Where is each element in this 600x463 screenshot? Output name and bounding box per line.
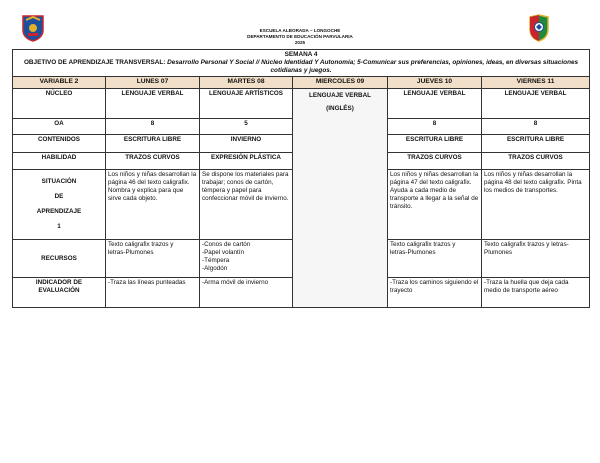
objective-text: Desarrollo Personal Y Social // Núcleo Identidad Y Autonomía; 5-Comunicar sus preferencias, opiniones, ideas, en diversas situaciones cotidianas y juegos. bbox=[165, 59, 579, 74]
situacion-lunes: Los niños y niñas desarrollan la página 46 del texto caligrafix. Nombra y explica para que sirve cada objeto. bbox=[106, 170, 200, 240]
column-header-lunes: LUNES 07 bbox=[106, 77, 200, 89]
department-shield-logo bbox=[528, 14, 550, 42]
week-title-cell bbox=[13, 50, 590, 77]
recursos-jueves-line-1: Texto caligrafix trazos y bbox=[390, 241, 456, 248]
objective-label: OBJETIVO DE APRENDIZAJE TRANSVERSAL: bbox=[23, 59, 166, 66]
recursos-martes-line-4: -Algodón bbox=[202, 265, 228, 272]
situacion-label-line-4: 1 bbox=[57, 223, 61, 230]
indicador-viernes: -Traza la huella que deja cada medio de transporte aéreo bbox=[482, 278, 590, 308]
situacion-jueves: Los niños y niñas desarrollan la página 47 del texto caligrafix. Ayuda a cada medio de transporte a llegar a la señal de tránsito. bbox=[388, 170, 482, 240]
oa-viernes: 8 bbox=[482, 119, 590, 135]
column-header-jueves: JUEVES 10 bbox=[388, 77, 482, 89]
contenidos-lunes: ESCRITURA LIBRE bbox=[106, 135, 200, 153]
indicador-lunes: -Traza las líneas punteadas bbox=[106, 278, 200, 308]
indicador-martes: -Arma móvil de invierno bbox=[200, 278, 293, 308]
column-header-martes: MARTES 08 bbox=[200, 77, 293, 89]
recursos-lunes-line-1: Texto caligrafix trazos y bbox=[108, 241, 174, 248]
recursos-martes-line-3: -Témpera bbox=[202, 257, 230, 264]
recursos-viernes bbox=[482, 240, 590, 278]
week-title-row bbox=[13, 50, 590, 77]
contenidos-viernes: ESCRITURA LIBRE bbox=[482, 135, 590, 153]
indicador-jueves: -Traza los caminos siguiendo el trayecto bbox=[388, 278, 482, 308]
recursos-martes-line-2: -Papel volantín bbox=[202, 249, 245, 256]
recursos-martes-line-1: -Conos de cartón bbox=[202, 241, 251, 248]
school-name: ESCUELA ALBORADA – LONGOCHE bbox=[259, 28, 341, 33]
row-label-situacion bbox=[13, 170, 106, 240]
oa-lunes: 8 bbox=[106, 119, 200, 135]
row-label-recursos: RECURSOS bbox=[13, 240, 106, 278]
habilidad-martes: EXPRESIÓN PLÁSTICA bbox=[200, 153, 293, 170]
weekly-plan-table bbox=[12, 49, 590, 308]
day-header-row bbox=[13, 77, 590, 89]
week-label: SEMANA 4 bbox=[284, 51, 318, 58]
oa-jueves: 8 bbox=[388, 119, 482, 135]
wednesday-english-cell bbox=[293, 89, 388, 308]
nucleo-jueves: LENGUAJE VERBAL bbox=[388, 89, 482, 119]
situacion-label-line-1: SITUACIÓN bbox=[41, 178, 77, 185]
situacion-martes: Se dispone los materiales para trabajar; conos de cartón, témpera y papel para confeccionar móvil de invierno. bbox=[200, 170, 293, 240]
indicador-label-line-1: INDICADOR DE bbox=[35, 279, 83, 286]
contenidos-martes: INVIERNO bbox=[200, 135, 293, 153]
column-header-viernes: VIERNES 11 bbox=[482, 77, 590, 89]
school-year: 2025 bbox=[294, 40, 306, 45]
row-nucleo bbox=[13, 89, 590, 119]
habilidad-lunes: TRAZOS CURVOS bbox=[106, 153, 200, 170]
nucleo-lunes: LENGUAJE VERBAL bbox=[106, 89, 200, 119]
school-heading bbox=[0, 28, 600, 46]
recursos-viernes-line-1: Texto caligrafix trazos y letras- bbox=[484, 241, 569, 248]
wednesday-subject: LENGUAJE VERBAL bbox=[309, 92, 371, 99]
row-label-indicador bbox=[13, 278, 106, 308]
recursos-martes bbox=[200, 240, 293, 278]
department-name: DEPARTAMENTO DE EDUCACIÓN PARVULARIA bbox=[247, 34, 353, 39]
oa-martes: 5 bbox=[200, 119, 293, 135]
wednesday-language: (INGLÉS) bbox=[326, 105, 354, 112]
indicador-label-line-2: EVALUACIÓN bbox=[38, 287, 80, 294]
recursos-lunes-line-2: letras-Plumones bbox=[108, 249, 154, 256]
recursos-viernes-line-2: Plumones bbox=[484, 249, 513, 256]
contenidos-jueves: ESCRITURA LIBRE bbox=[388, 135, 482, 153]
recursos-lunes bbox=[106, 240, 200, 278]
transversal-objective bbox=[15, 59, 587, 75]
situacion-label-line-2: DE bbox=[54, 193, 64, 200]
row-label-contenidos: CONTENIDOS bbox=[13, 135, 106, 153]
situacion-label-line-3: APRENDIZAJE bbox=[36, 208, 82, 215]
row-label-habilidad: HABILIDAD bbox=[13, 153, 106, 170]
habilidad-jueves: TRAZOS CURVOS bbox=[388, 153, 482, 170]
row-label-oa: OA bbox=[13, 119, 106, 135]
habilidad-viernes: TRAZOS CURVOS bbox=[482, 153, 590, 170]
document-header bbox=[0, 0, 600, 48]
column-header-variable: VARIABLE 2 bbox=[13, 77, 106, 89]
situacion-viernes: Los niños y niñas desarrollan la página 48 del texto caligrafix. Pinta los medios de transportes. bbox=[482, 170, 590, 240]
nucleo-martes: LENGUAJE ARTÍSTICOS bbox=[200, 89, 293, 119]
column-header-miercoles: MIERCOLES 09 bbox=[293, 77, 388, 89]
recursos-jueves-line-2: letras-Plumones bbox=[390, 249, 436, 256]
row-label-nucleo: NÚCLEO bbox=[13, 89, 106, 119]
recursos-jueves bbox=[388, 240, 482, 278]
nucleo-viernes: LENGUAJE VERBAL bbox=[482, 89, 590, 119]
